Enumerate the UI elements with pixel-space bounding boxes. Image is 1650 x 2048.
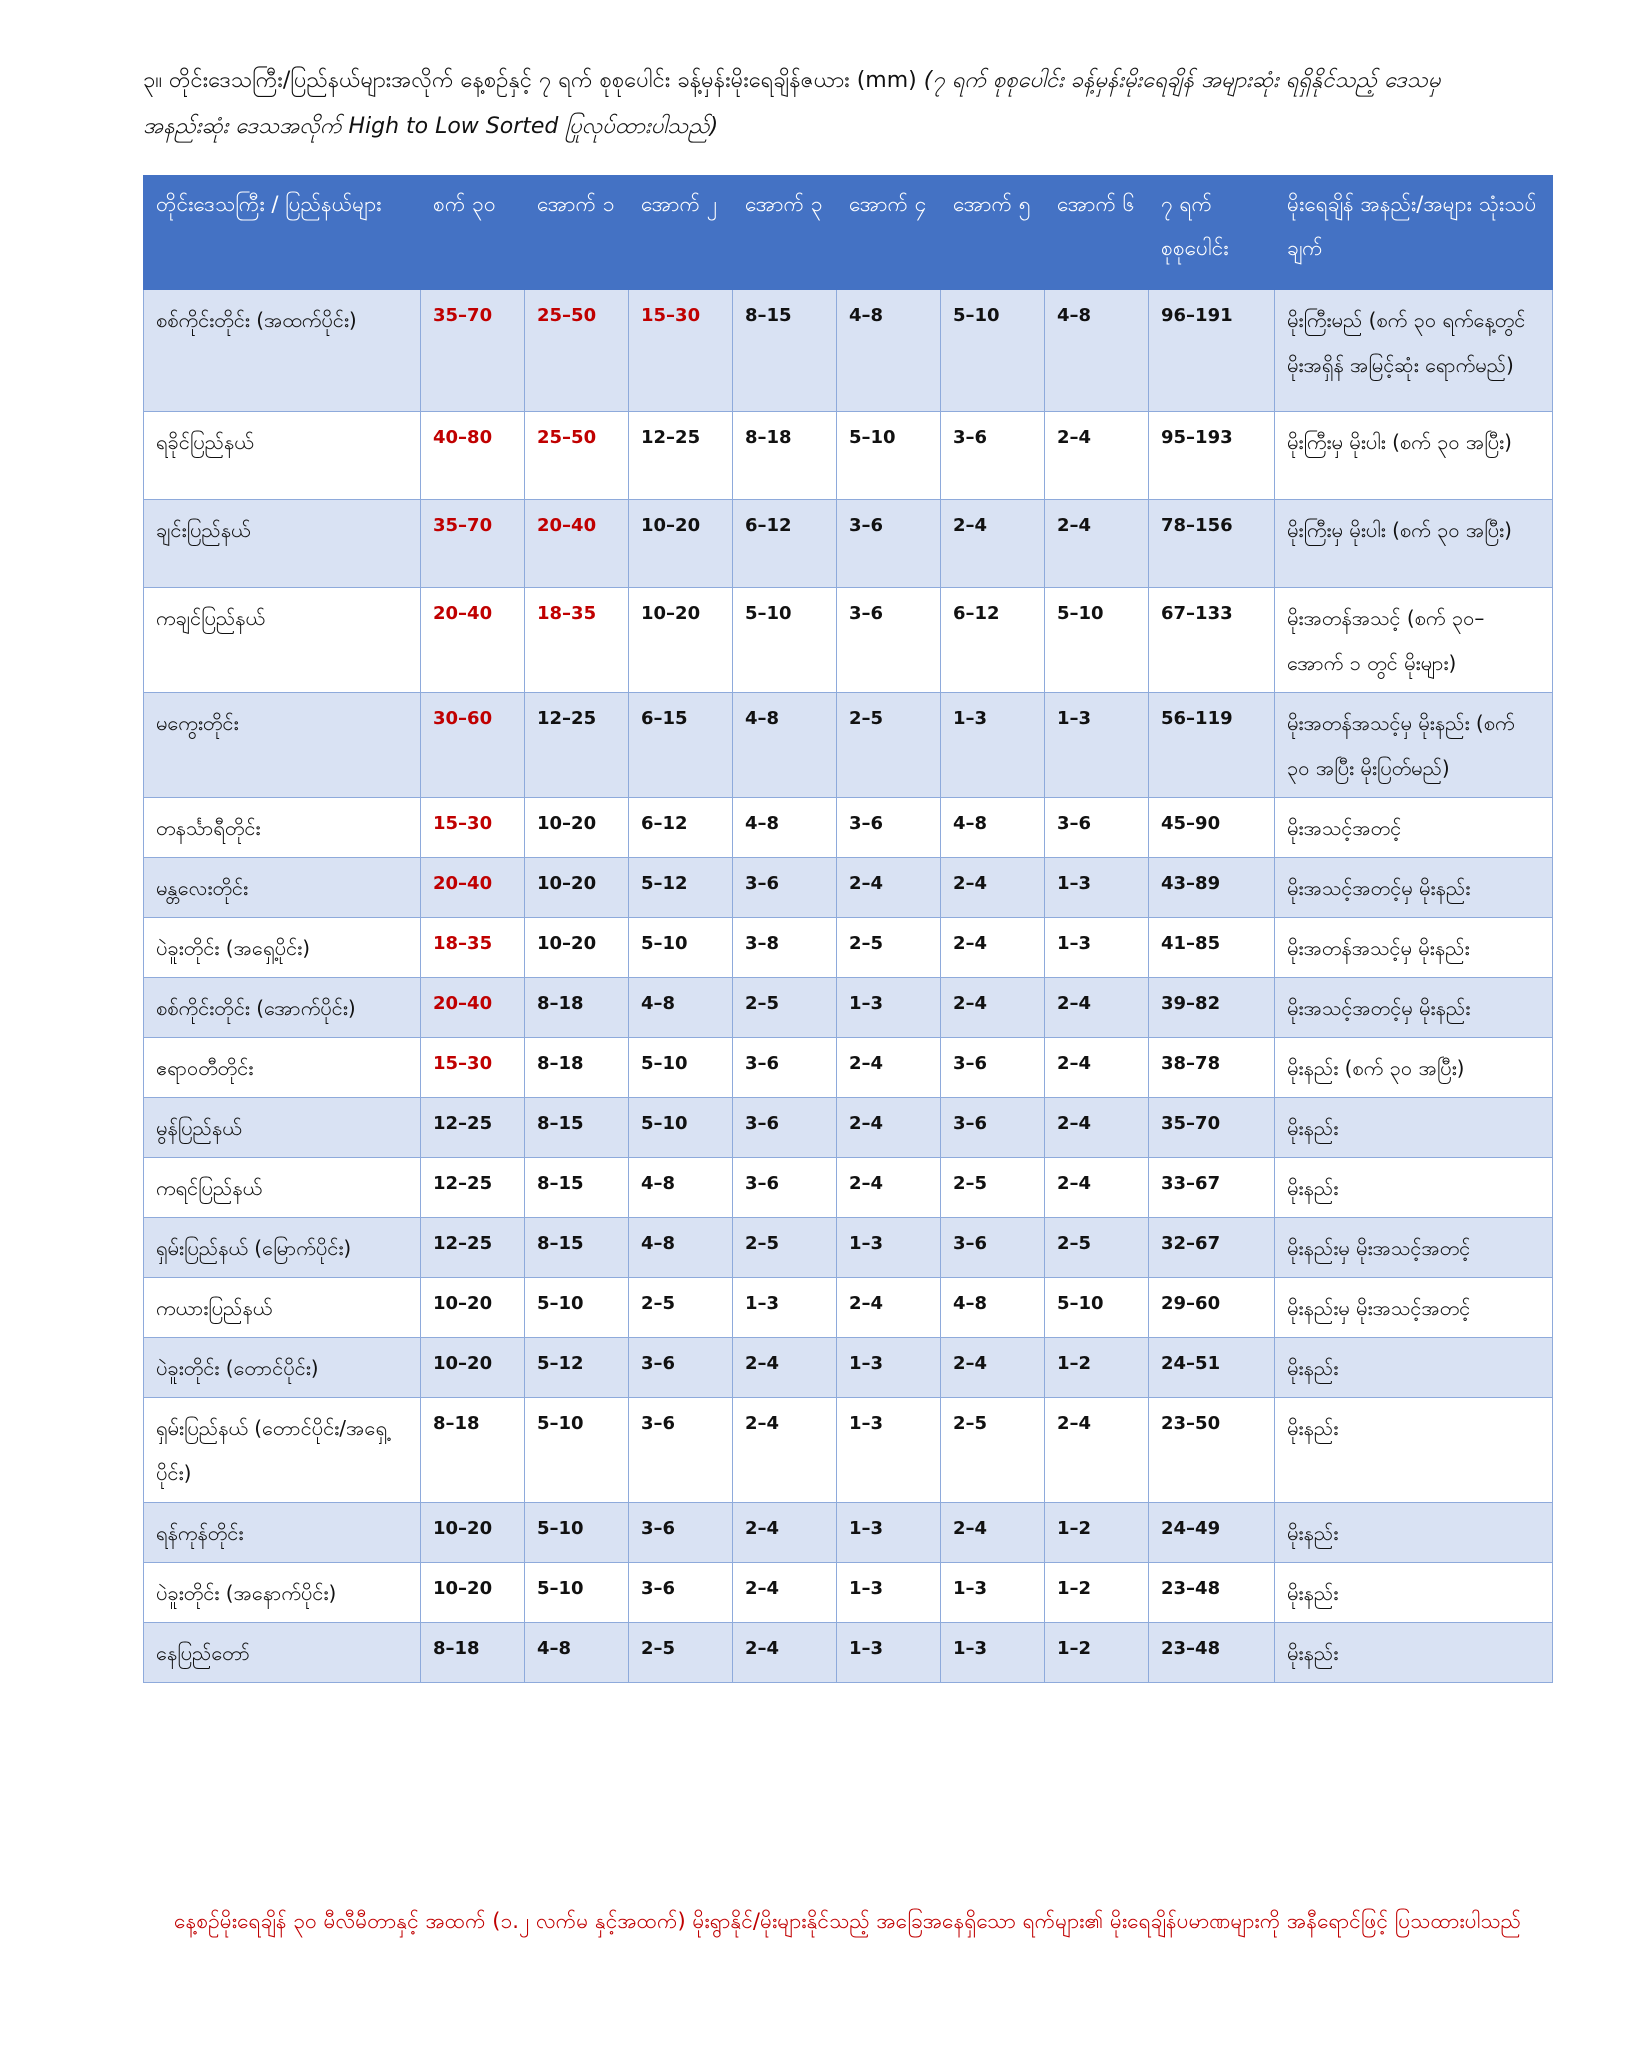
cell-description: မိုးနည်း [1275,1338,1553,1398]
cell-total: 24–51 [1149,1338,1275,1398]
header-day-1: စက် ၃၀ [421,176,525,290]
cell-day-4: 8–15 [733,290,837,412]
cell-day-2: 8–18 [525,978,629,1038]
cell-day-7: 5–10 [1045,1278,1149,1338]
cell-day-7: 1–2 [1045,1563,1149,1623]
cell-total: 56–119 [1149,693,1275,798]
cell-day-5: 4–8 [837,290,941,412]
cell-day-1: 20–40 [421,858,525,918]
cell-day-2: 5–10 [525,1563,629,1623]
cell-day-3: 3–6 [629,1338,733,1398]
cell-day-7: 5–10 [1045,588,1149,693]
cell-day-7: 2–4 [1045,1158,1149,1218]
cell-description: မိုးနည်း [1275,1098,1553,1158]
cell-day-3: 5–10 [629,918,733,978]
cell-region: မကွေးတိုင်း [144,693,421,798]
cell-description: မိုးအသင့်အတင့်မှ မိုးနည်း [1275,978,1553,1038]
cell-region: စစ်ကိုင်းတိုင်း (အောက်ပိုင်း) [144,978,421,1038]
cell-day-6: 2–4 [941,978,1045,1038]
cell-day-4: 3–6 [733,858,837,918]
cell-day-2: 18–35 [525,588,629,693]
cell-day-7: 2–4 [1045,500,1149,588]
cell-day-6: 3–6 [941,1098,1045,1158]
table-row [144,1398,1553,1503]
cell-day-6: 2–5 [941,1398,1045,1503]
cell-description: မိုးအတန်အသင့် (စက် ၃၀–အောက် ၁ တွင် မိုးများ) [1275,588,1553,693]
table-row [144,798,1553,858]
cell-total: 96–191 [1149,290,1275,412]
cell-day-3: 3–6 [629,1398,733,1503]
cell-region: ပဲခူးတိုင်း (အရှေ့ပိုင်း) [144,918,421,978]
table-row [144,588,1553,693]
cell-day-1: 8–18 [421,1623,525,1683]
cell-day-5: 1–3 [837,978,941,1038]
cell-day-2: 25–50 [525,290,629,412]
table-row [144,978,1553,1038]
cell-day-6: 3–6 [941,412,1045,500]
cell-day-1: 20–40 [421,588,525,693]
cell-total: 39–82 [1149,978,1275,1038]
cell-day-5: 1–3 [837,1563,941,1623]
cell-region: မန္တလေးတိုင်း [144,858,421,918]
cell-region: ကရင်ပြည်နယ် [144,1158,421,1218]
cell-day-3: 3–6 [629,1503,733,1563]
cell-day-5: 2–5 [837,693,941,798]
cell-region: မွန်ပြည်နယ် [144,1098,421,1158]
table-row [144,1098,1553,1158]
cell-description: မိုးနည်းမှ မိုးအသင့်အတင့် [1275,1278,1553,1338]
cell-day-3: 5–12 [629,858,733,918]
cell-day-5: 5–10 [837,412,941,500]
cell-total: 41–85 [1149,918,1275,978]
cell-day-5: 3–6 [837,500,941,588]
cell-total: 23–48 [1149,1563,1275,1623]
cell-day-5: 3–6 [837,798,941,858]
table-row [144,500,1553,588]
cell-day-1: 15–30 [421,1038,525,1098]
table-body [144,290,1553,1683]
cell-day-5: 2–5 [837,918,941,978]
cell-day-6: 3–6 [941,1038,1045,1098]
cell-day-3: 4–8 [629,1158,733,1218]
intro-paragraph [143,58,1503,150]
header-region: တိုင်းဒေသကြီး / ပြည်နယ်များ [144,176,421,290]
cell-region: ရန်ကုန်တိုင်း [144,1503,421,1563]
cell-day-3: 5–10 [629,1098,733,1158]
cell-day-7: 4–8 [1045,290,1149,412]
cell-day-1: 10–20 [421,1338,525,1398]
cell-day-2: 4–8 [525,1623,629,1683]
header-day-3: အောက် ၂ [629,176,733,290]
cell-description: မိုးကြီးမှ မိုးပါး (စက် ၃၀ အပြီး) [1275,412,1553,500]
cell-day-1: 10–20 [421,1563,525,1623]
cell-day-7: 1–2 [1045,1503,1149,1563]
cell-day-3: 4–8 [629,1218,733,1278]
table-row [144,1158,1553,1218]
cell-day-1: 35–70 [421,290,525,412]
table-row [144,1503,1553,1563]
cell-day-6: 4–8 [941,798,1045,858]
cell-day-5: 2–4 [837,1098,941,1158]
header-day-2: အောက် ၁ [525,176,629,290]
cell-day-6: 2–4 [941,858,1045,918]
cell-day-4: 6–12 [733,500,837,588]
cell-day-3: 10–20 [629,588,733,693]
cell-region: ကချင်ပြည်နယ် [144,588,421,693]
cell-description: မိုးအတန်အသင့်မှ မိုးနည်း (စက် ၃၀ အပြီး မိုးပြတ်မည်) [1275,693,1553,798]
cell-day-2: 8–15 [525,1218,629,1278]
table-row [144,412,1553,500]
cell-description: မိုးအသင့်အတင့်မှ မိုးနည်း [1275,858,1553,918]
cell-day-5: 2–4 [837,1038,941,1098]
cell-total: 23–48 [1149,1623,1275,1683]
cell-region: ကယားပြည်နယ် [144,1278,421,1338]
cell-day-6: 3–6 [941,1218,1045,1278]
cell-day-6: 2–4 [941,918,1045,978]
cell-day-5: 1–3 [837,1338,941,1398]
cell-day-5: 1–3 [837,1398,941,1503]
cell-day-4: 4–8 [733,693,837,798]
header-day-7: အောက် ၆ [1045,176,1149,290]
cell-day-1: 12–25 [421,1098,525,1158]
cell-day-5: 2–4 [837,1158,941,1218]
table-row [144,918,1553,978]
cell-region: စစ်ကိုင်းတိုင်း (အထက်ပိုင်း) [144,290,421,412]
cell-day-2: 25–50 [525,412,629,500]
cell-day-2: 5–12 [525,1338,629,1398]
cell-day-2: 10–20 [525,858,629,918]
table-row [144,1038,1553,1098]
rainfall-table [143,175,1553,1683]
cell-day-2: 8–15 [525,1158,629,1218]
cell-day-6: 5–10 [941,290,1045,412]
cell-day-4: 1–3 [733,1278,837,1338]
table-row [144,290,1553,412]
cell-day-7: 2–4 [1045,412,1149,500]
cell-region: ဧရာဝတီတိုင်း [144,1038,421,1098]
header-total: ၇ ရက် စုစုပေါင်း [1149,176,1275,290]
cell-day-2: 5–10 [525,1398,629,1503]
cell-day-6: 2–5 [941,1158,1045,1218]
cell-day-2: 8–18 [525,1038,629,1098]
cell-description: မိုးကြီးမည် (စက် ၃၀ ရက်နေ့တွင် မိုးအရှိန် အမြင့်ဆုံး ရောက်မည်) [1275,290,1553,412]
cell-day-1: 40–80 [421,412,525,500]
cell-description: မိုးနည်း [1275,1563,1553,1623]
cell-day-7: 1–2 [1045,1338,1149,1398]
cell-total: 33–67 [1149,1158,1275,1218]
table-row [144,1218,1553,1278]
cell-total: 38–78 [1149,1038,1275,1098]
cell-description: မိုးနည်း [1275,1158,1553,1218]
cell-day-7: 1–3 [1045,858,1149,918]
cell-day-7: 1–3 [1045,918,1149,978]
footer-note: နေ့စဉ်မိုးရေချိန် ၃၀ မီလီမီတာနှင့် အထက် (၁.၂ လက်မ နှင့်အထက်) မိုးရွာနိုင်/မိုးများနိုင်သည့် အခြေအနေရှိသော ရက်များ၏ မိုးရေချိန်ပမာဏများကို အနီရောင်ဖြင့် ပြသထားပါသည် [174,1909,1521,1933]
cell-day-1: 35–70 [421,500,525,588]
cell-day-4: 3–6 [733,1038,837,1098]
cell-day-5: 2–4 [837,1278,941,1338]
cell-total: 43–89 [1149,858,1275,918]
cell-description: မိုးအသင့်အတင့် [1275,798,1553,858]
cell-description: မိုးနည်း [1275,1623,1553,1683]
table-row [144,1338,1553,1398]
cell-total: 23–50 [1149,1398,1275,1503]
cell-description: မိုးနည်း (စက် ၃၀ အပြီး) [1275,1038,1553,1098]
cell-day-4: 8–18 [733,412,837,500]
cell-day-2: 5–10 [525,1503,629,1563]
cell-day-3: 12–25 [629,412,733,500]
cell-day-4: 2–4 [733,1398,837,1503]
intro-note: (၇ ရက် စုစုပေါင်း ခန့်မှန်းမိုးရေချိန် အများဆုံး ရရှိနိုင်သည့် ဒေသမှ အနည်းဆုံး ဒေသအလိုက် High to Low Sorted ပြုလုပ်ထားပါသည်) [143,68,1441,139]
cell-day-6: 1–3 [941,1623,1045,1683]
cell-total: 32–67 [1149,1218,1275,1278]
cell-day-3: 6–15 [629,693,733,798]
cell-day-1: 10–20 [421,1503,525,1563]
cell-day-2: 10–20 [525,918,629,978]
cell-day-4: 4–8 [733,798,837,858]
cell-total: 45–90 [1149,798,1275,858]
cell-day-6: 2–4 [941,500,1045,588]
header-day-6: အောက် ၅ [941,176,1045,290]
cell-day-1: 10–20 [421,1278,525,1338]
cell-day-5: 1–3 [837,1503,941,1563]
cell-day-7: 1–3 [1045,693,1149,798]
cell-day-7: 2–4 [1045,978,1149,1038]
cell-day-1: 12–25 [421,1158,525,1218]
cell-region: ပဲခူးတိုင်း (တောင်ပိုင်း) [144,1338,421,1398]
cell-region: ရှမ်းပြည်နယ် (မြောက်ပိုင်း) [144,1218,421,1278]
cell-day-6: 2–4 [941,1338,1045,1398]
cell-total: 78–156 [1149,500,1275,588]
table-row [144,1563,1553,1623]
header-day-5: အောက် ၄ [837,176,941,290]
cell-day-4: 5–10 [733,588,837,693]
cell-day-4: 2–4 [733,1503,837,1563]
cell-day-5: 1–3 [837,1623,941,1683]
header-description: မိုးရေချိန် အနည်း/အများ သုံးသပ်ချက် [1275,176,1553,290]
cell-description: မိုးအတန်အသင့်မှ မိုးနည်း [1275,918,1553,978]
cell-total: 35–70 [1149,1098,1275,1158]
cell-day-7: 3–6 [1045,798,1149,858]
cell-day-4: 3–6 [733,1098,837,1158]
cell-day-1: 8–18 [421,1398,525,1503]
cell-region: တနင်္သာရီတိုင်း [144,798,421,858]
cell-region: ပဲခူးတိုင်း (အနောက်ပိုင်း) [144,1563,421,1623]
cell-day-4: 2–5 [733,1218,837,1278]
cell-region: ရခိုင်ပြည်နယ် [144,412,421,500]
cell-day-4: 2–5 [733,978,837,1038]
cell-day-7: 2–5 [1045,1218,1149,1278]
cell-day-7: 2–4 [1045,1038,1149,1098]
cell-day-5: 1–3 [837,1218,941,1278]
cell-description: မိုးနည်း [1275,1398,1553,1503]
cell-day-1: 20–40 [421,978,525,1038]
cell-day-5: 3–6 [837,588,941,693]
cell-region: နေပြည်တော် [144,1623,421,1683]
cell-total: 24–49 [1149,1503,1275,1563]
cell-day-2: 10–20 [525,798,629,858]
intro-text: ၃။ တိုင်းဒေသကြီး/ပြည်နယ်များအလိုက် နေ့စဉ်နှင့် ၇ ရက် စုစုပေါင်း ခန့်မှန်းမိုးရေချိန်ဇယား (mm) [143,68,917,93]
cell-day-4: 3–8 [733,918,837,978]
cell-total: 67–133 [1149,588,1275,693]
table-row [144,1623,1553,1683]
cell-region: ချင်းပြည်နယ် [144,500,421,588]
cell-day-4: 2–4 [733,1338,837,1398]
cell-total: 29–60 [1149,1278,1275,1338]
cell-day-7: 2–4 [1045,1398,1149,1503]
cell-day-6: 1–3 [941,1563,1045,1623]
cell-day-7: 2–4 [1045,1098,1149,1158]
cell-day-4: 2–4 [733,1623,837,1683]
cell-description: မိုးကြီးမှ မိုးပါး (စက် ၃၀ အပြီး) [1275,500,1553,588]
cell-day-1: 12–25 [421,1218,525,1278]
cell-day-3: 10–20 [629,500,733,588]
cell-day-1: 30–60 [421,693,525,798]
cell-day-1: 18–35 [421,918,525,978]
table-row [144,1278,1553,1338]
cell-day-3: 2–5 [629,1623,733,1683]
cell-day-6: 2–4 [941,1503,1045,1563]
table-row [144,858,1553,918]
cell-day-3: 2–5 [629,1278,733,1338]
header-row [144,176,1553,290]
cell-day-1: 15–30 [421,798,525,858]
cell-region: ရှမ်းပြည်နယ် (တောင်ပိုင်း/အရှေ့ပိုင်း) [144,1398,421,1503]
cell-total: 95–193 [1149,412,1275,500]
cell-day-2: 12–25 [525,693,629,798]
cell-day-3: 4–8 [629,978,733,1038]
cell-day-3: 3–6 [629,1563,733,1623]
table-row [144,693,1553,798]
cell-day-3: 5–10 [629,1038,733,1098]
cell-description: မိုးနည်းမှ မိုးအသင့်အတင့် [1275,1218,1553,1278]
cell-day-5: 2–4 [837,858,941,918]
cell-day-4: 3–6 [733,1158,837,1218]
cell-day-2: 5–10 [525,1278,629,1338]
cell-day-4: 2–4 [733,1563,837,1623]
cell-day-2: 20–40 [525,500,629,588]
cell-day-6: 1–3 [941,693,1045,798]
header-day-4: အောက် ၃ [733,176,837,290]
cell-day-6: 6–12 [941,588,1045,693]
cell-day-3: 15–30 [629,290,733,412]
cell-day-3: 6–12 [629,798,733,858]
cell-description: မိုးနည်း [1275,1503,1553,1563]
cell-day-2: 8–15 [525,1098,629,1158]
cell-day-6: 4–8 [941,1278,1045,1338]
cell-day-7: 1–2 [1045,1623,1149,1683]
